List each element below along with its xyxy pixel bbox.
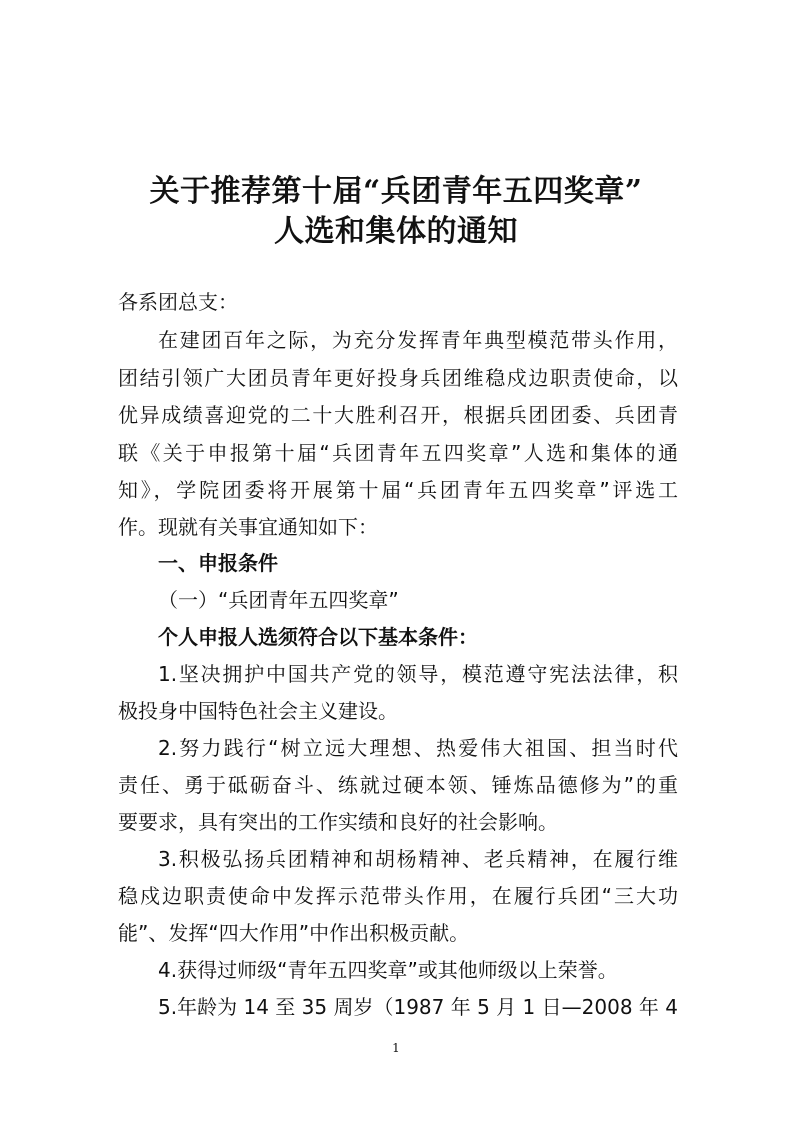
- section-heading: 一、申报条件: [158, 551, 278, 575]
- conditions-heading: 个人申报人选须符合以下基本条件：: [158, 625, 478, 649]
- condition-line: 能”、发挥“四大作用”中作出积极贡献。: [118, 921, 470, 945]
- document-title-line-1: 关于推荐第十届“兵团青年五四奖章”: [149, 174, 643, 209]
- intro-line: 作。现就有关事宜通知如下：: [118, 515, 378, 539]
- condition-line: 要要求，具有突出的工作实绩和良好的社会影响。: [118, 810, 558, 834]
- condition-line: 责任、勇于砥砺奋斗、练就过硬本领、锤炼品德修为”的重: [118, 773, 678, 797]
- intro-line: 优异成绩喜迎党的二十大胜利召开，根据兵团团委、兵团青: [118, 403, 678, 427]
- condition-line: 5.年龄为 14 至 35 周岁（1987 年 5 月 1 日—2008 年 4: [158, 995, 678, 1019]
- page-number: 1: [392, 1041, 400, 1055]
- intro-line: 联《关于申报第十届“兵团青年五四奖章”人选和集体的通: [118, 441, 678, 465]
- intro-line: 知》，学院团委将开展第十届“兵团青年五四奖章”评选工: [118, 478, 678, 502]
- condition-line: 1.坚决拥护中国共产党的领导，模范遵守宪法法律，积: [158, 662, 678, 686]
- document-title-line-2: 人选和集体的通知: [274, 214, 518, 249]
- condition-line: 极投身中国特色社会主义建设。: [118, 699, 398, 723]
- intro-line: 在建团百年之际，为充分发挥青年典型模范带头作用，: [158, 328, 678, 352]
- condition-line: 2.努力践行“树立远大理想、热爱伟大祖国、担当时代: [158, 736, 678, 760]
- condition-line: 4.获得过师级“青年五四奖章”或其他师级以上荣誉。: [158, 958, 618, 982]
- subsection-heading: （一）“兵团青年五四奖章”: [158, 588, 399, 612]
- salutation: 各系团总支：: [118, 290, 238, 314]
- intro-line: 团结引领广大团员青年更好投身兵团维稳戍边职责使命，以: [118, 366, 678, 390]
- condition-line: 稳戍边职责使命中发挥示范带头作用，在履行兵团“三大功: [118, 884, 678, 908]
- condition-line: 3.积极弘扬兵团精神和胡杨精神、老兵精神，在履行维: [158, 847, 678, 871]
